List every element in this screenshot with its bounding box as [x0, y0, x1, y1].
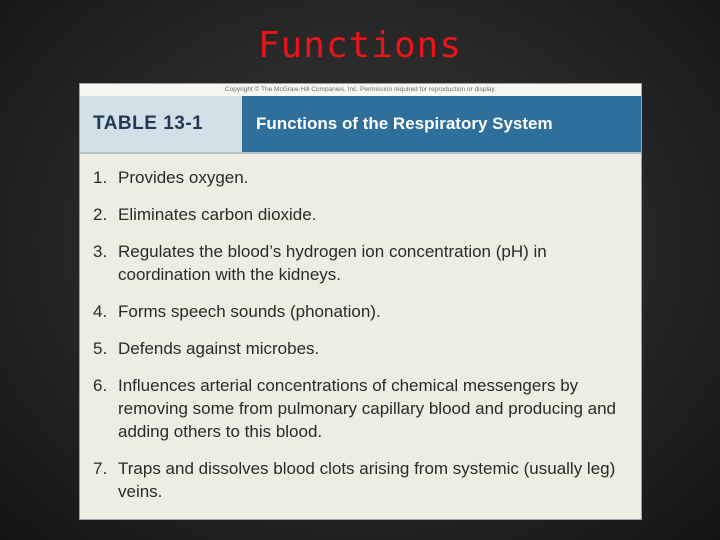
item-text: Defends against microbes.: [118, 339, 320, 358]
item-text: Provides oxygen.: [118, 168, 249, 187]
slide-title: Functions: [257, 25, 463, 66]
list-item: [93, 374, 629, 443]
function-list: [80, 154, 641, 503]
item-number: 2.: [93, 205, 108, 224]
item-number: 4.: [93, 302, 108, 321]
list-item: [93, 337, 629, 360]
list-item: [93, 300, 629, 323]
table-number: TABLE 13-1: [80, 96, 242, 152]
list-item: [93, 240, 629, 286]
item-text: Influences arterial concentrations of chemical messengers by removing some from pulmonary capillary blood and producing and adding others to this blood.: [118, 376, 616, 441]
item-text: Eliminates carbon dioxide.: [118, 205, 317, 224]
item-number: 5.: [93, 339, 108, 358]
list-item: [93, 166, 629, 189]
item-text: Traps and dissolves blood clots arising from systemic (usually leg) veins.: [118, 459, 616, 501]
list-item: [93, 203, 629, 226]
item-number: 3.: [93, 242, 108, 261]
item-text: Regulates the blood’s hydrogen ion concentration (pH) in coordination with the kidneys.: [118, 242, 547, 284]
table-title: Functions of the Respiratory System: [242, 96, 641, 152]
item-text: Forms speech sounds (phonation).: [118, 302, 381, 321]
table-header: [80, 96, 641, 154]
item-number: 6.: [93, 376, 108, 395]
item-number: 1.: [93, 168, 108, 187]
copyright-notice: Copyright © The McGraw-Hill Companies, Inc. Permission required for reproduction or display.: [80, 84, 641, 96]
item-number: 7.: [93, 459, 108, 478]
list-item: [93, 457, 629, 503]
table-figure: [79, 83, 642, 520]
